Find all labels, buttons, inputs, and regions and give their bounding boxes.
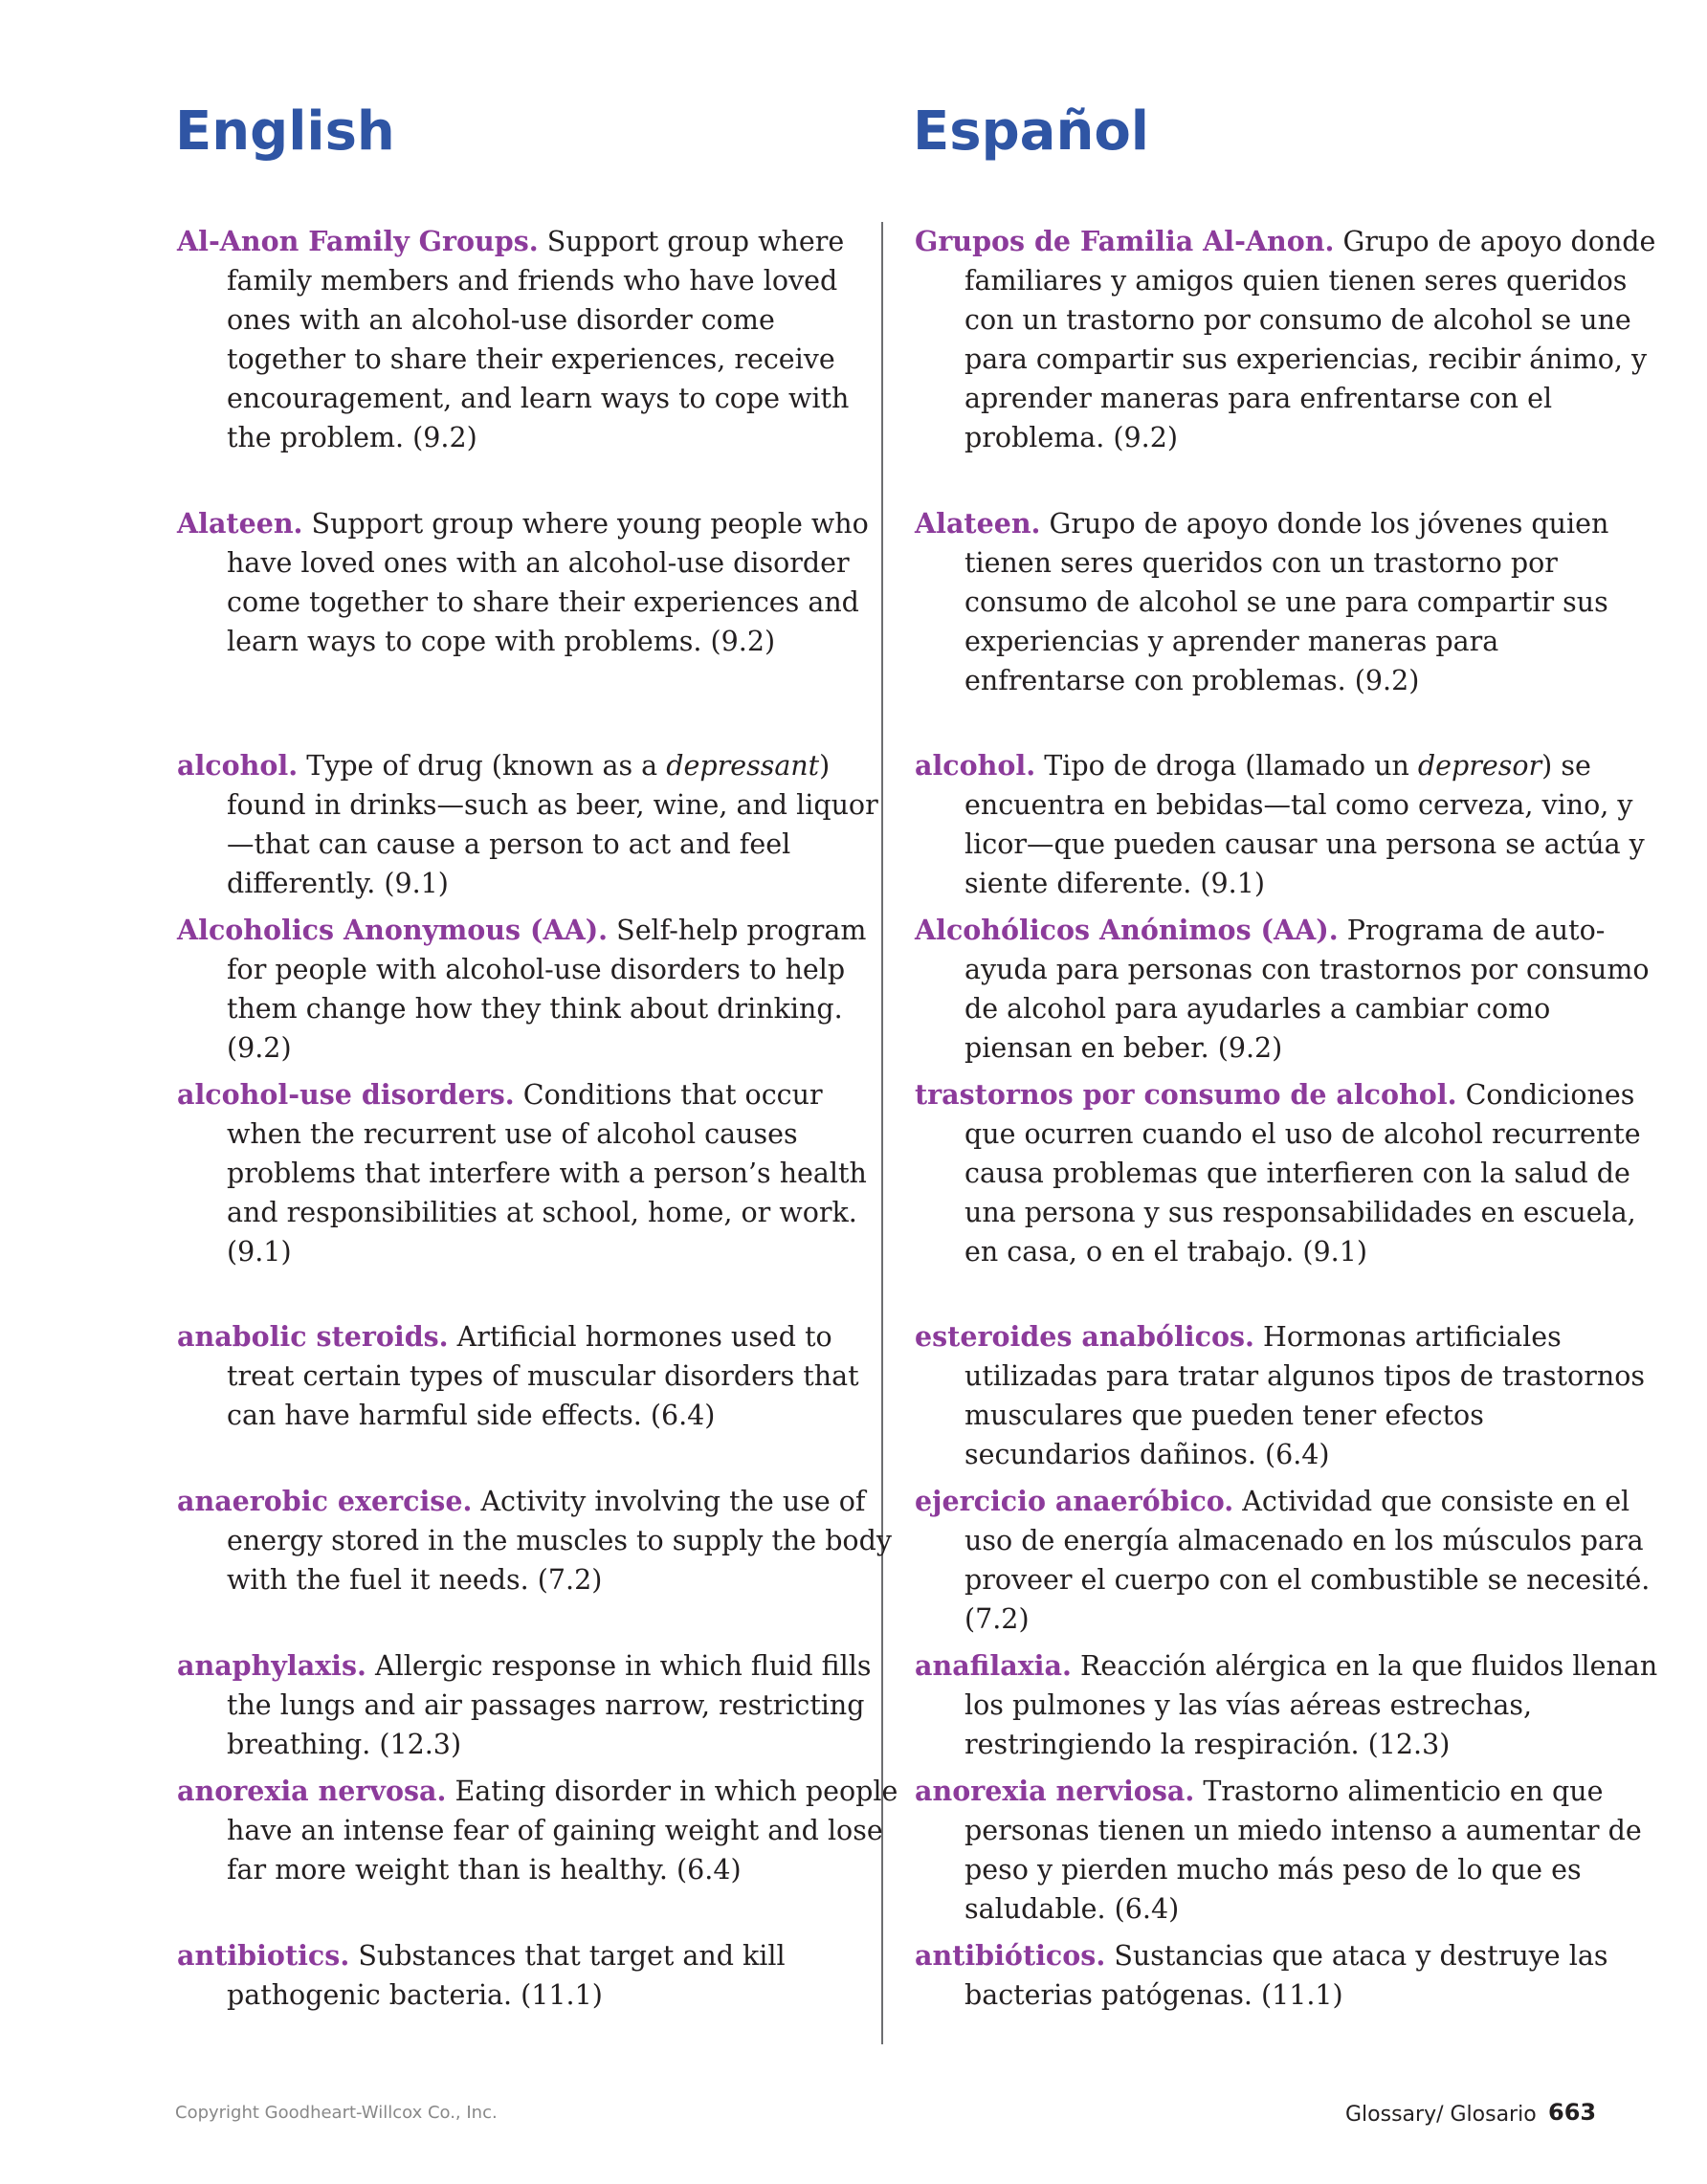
term-es: trastornos por consumo de alcohol. <box>915 1078 1457 1111</box>
glossary-entry-en <box>177 504 901 661</box>
term-en: anorexia nervosa. <box>177 1775 447 1807</box>
spanish-heading: Español <box>913 100 1149 163</box>
term-es: antibióticos. <box>915 1939 1106 1972</box>
glossary-entry-en <box>177 1772 901 1889</box>
glossary-entry-es <box>915 911 1658 1068</box>
term-es: Alateen. <box>915 507 1041 540</box>
glossary-entry-es <box>915 222 1658 457</box>
glossary-entry-es <box>915 1936 1658 2015</box>
term-es: anafilaxia. <box>915 1649 1072 1682</box>
definition-es: Grupo de apoyo donde familiares y amigos quien tienen seres queridos con un trastorno por consumo de alcohol se une para compartir sus experiencias, recibir ánimo, y aprender maneras para enfrentarse con el problema. (9.2) <box>964 226 1656 453</box>
definition-es: Grupo de apoyo donde los jóvenes quien tienen seres queridos con un trastorno por consumo de alcohol se une para compartir sus experiencias y aprender maneras para enfrentarse con problemas. (9.2) <box>964 508 1609 696</box>
term-en: alcohol-use disorders. <box>177 1078 515 1111</box>
glossary-entry-es <box>915 504 1658 700</box>
term-en: antibiotics. <box>177 1939 350 1972</box>
definition-es: Sustancias que ataca y destruye las bacterias patógenas. (11.1) <box>964 1940 1608 2011</box>
term-en: alcohol. <box>177 749 299 782</box>
glossary-entry-en <box>177 1936 901 2015</box>
definition-en: Support group where young people who have loved ones with an alcohol-use disorder come together to share their experiences and learn ways to cope with problems. (9.2) <box>227 508 869 657</box>
definition-en: Support group where family members and friends who have loved ones with an alcohol-use disorder come together to share their experiences, receive encouragement, and learn ways to cope with the problem. (9.2) <box>227 226 850 453</box>
glossary-entry-en <box>177 1646 901 1764</box>
definition-es: Programa de auto-ayuda para personas con trastornos por consumo de alcohol para ayudarles a cambiar como piensan en beber. (9.2) <box>964 915 1650 1064</box>
term-es: ejercicio anaeróbico. <box>915 1485 1234 1517</box>
glossary-entry-es <box>915 746 1658 903</box>
term-en: Al-Anon Family Groups. <box>177 225 539 257</box>
glossary-entry-en <box>177 746 901 903</box>
term-en: Alateen. <box>177 507 303 540</box>
definition-es: Trastorno alimenticio en que personas tienen un miedo intenso a aumentar de peso y pierden mucho más peso de lo que es saludable. (6.4) <box>964 1776 1642 1925</box>
definition-en: Eating disorder in which people have an intense fear of gaining weight and lose far more weight than is healthy. (6.4) <box>227 1776 898 1886</box>
definition-es: Reacción alérgica en la que fluidos llenan los pulmones y las vías aéreas estrechas, restringiendo la respiración. (12.3) <box>964 1650 1658 1760</box>
glossary-entry-en <box>177 911 901 1068</box>
page-number: 663 <box>1548 2099 1597 2126</box>
definition-en: Activity involving the use of energy stored in the muscles to supply the body with the fuel it needs. (7.2) <box>227 1486 892 1596</box>
definition-en: Self-help program for people with alcohol-use disorders to help them change how they think about drinking. (9.2) <box>227 915 867 1064</box>
definition-es: Tipo de droga (llamado un depresor) se encuentra en bebidas—tal como cerveza, vino, y licor—que pueden causar una persona se actúa y siente diferente. (9.1) <box>964 750 1645 899</box>
glossary-entry-es <box>915 1646 1658 1764</box>
definition-es: Actividad que consiste en el uso de energía almacenado en los músculos para proveer el cuerpo con el combustible se necesité. (7.2) <box>964 1486 1651 1635</box>
glossary-entry-en <box>177 1075 901 1271</box>
term-en: anaerobic exercise. <box>177 1485 473 1517</box>
glossary-entry-es <box>915 1075 1658 1271</box>
definition-en: Substances that target and kill pathogenic bacteria. (11.1) <box>227 1940 786 2011</box>
term-es: alcohol. <box>915 749 1036 782</box>
section-label: Glossary/ Glosario <box>1345 2103 1537 2127</box>
definition-en: Artificial hormones used to treat certain types of muscular disorders that can have harmful side effects. (6.4) <box>227 1321 859 1431</box>
term-en: Alcoholics Anonymous (AA). <box>177 914 609 946</box>
glossary-entry-en <box>177 1482 901 1599</box>
term-es: anorexia nerviosa. <box>915 1775 1195 1807</box>
english-heading: English <box>175 100 395 163</box>
glossary-entry-es <box>915 1482 1658 1639</box>
definition-en: Allergic response in which fluid fills the lungs and air passages narrow, restricting breathing. (12.3) <box>227 1650 872 1760</box>
definition-es: Hormonas artificiales utilizadas para tratar algunos tipos de trastornos musculares que pueden tener efectos secundarios dañinos. (6.4) <box>964 1321 1645 1470</box>
copyright-notice: Copyright Goodheart-Willcox Co., Inc. <box>175 2103 498 2123</box>
glossary-entry-es <box>915 1317 1658 1474</box>
glossary-entry-en <box>177 222 901 457</box>
definition-en: Conditions that occur when the recurrent use of alcohol causes problems that interfere with a person’s health and responsibilities at school, home, or work. (9.1) <box>227 1079 867 1268</box>
definition-es: Condiciones que ocurren cuando el uso de alcohol recurrente causa problemas que interfieren con la salud de una persona y sus responsabilidades en escuela, en casa, o en el trabajo. (9.1) <box>964 1079 1641 1268</box>
term-es: esteroides anabólicos. <box>915 1320 1254 1353</box>
glossary-entry-en <box>177 1317 901 1435</box>
term-es: Grupos de Familia Al-Anon. <box>915 225 1335 257</box>
term-en: anabolic steroids. <box>177 1320 449 1353</box>
term-es: Alcohólicos Anónimos (AA). <box>915 914 1339 946</box>
definition-en: Type of drug (known as a depressant) found in drinks—such as beer, wine, and liquor—that can cause a person to act and feel differently. (9.1) <box>227 750 878 899</box>
glossary-entry-es <box>915 1772 1658 1929</box>
term-en: anaphylaxis. <box>177 1649 366 1682</box>
